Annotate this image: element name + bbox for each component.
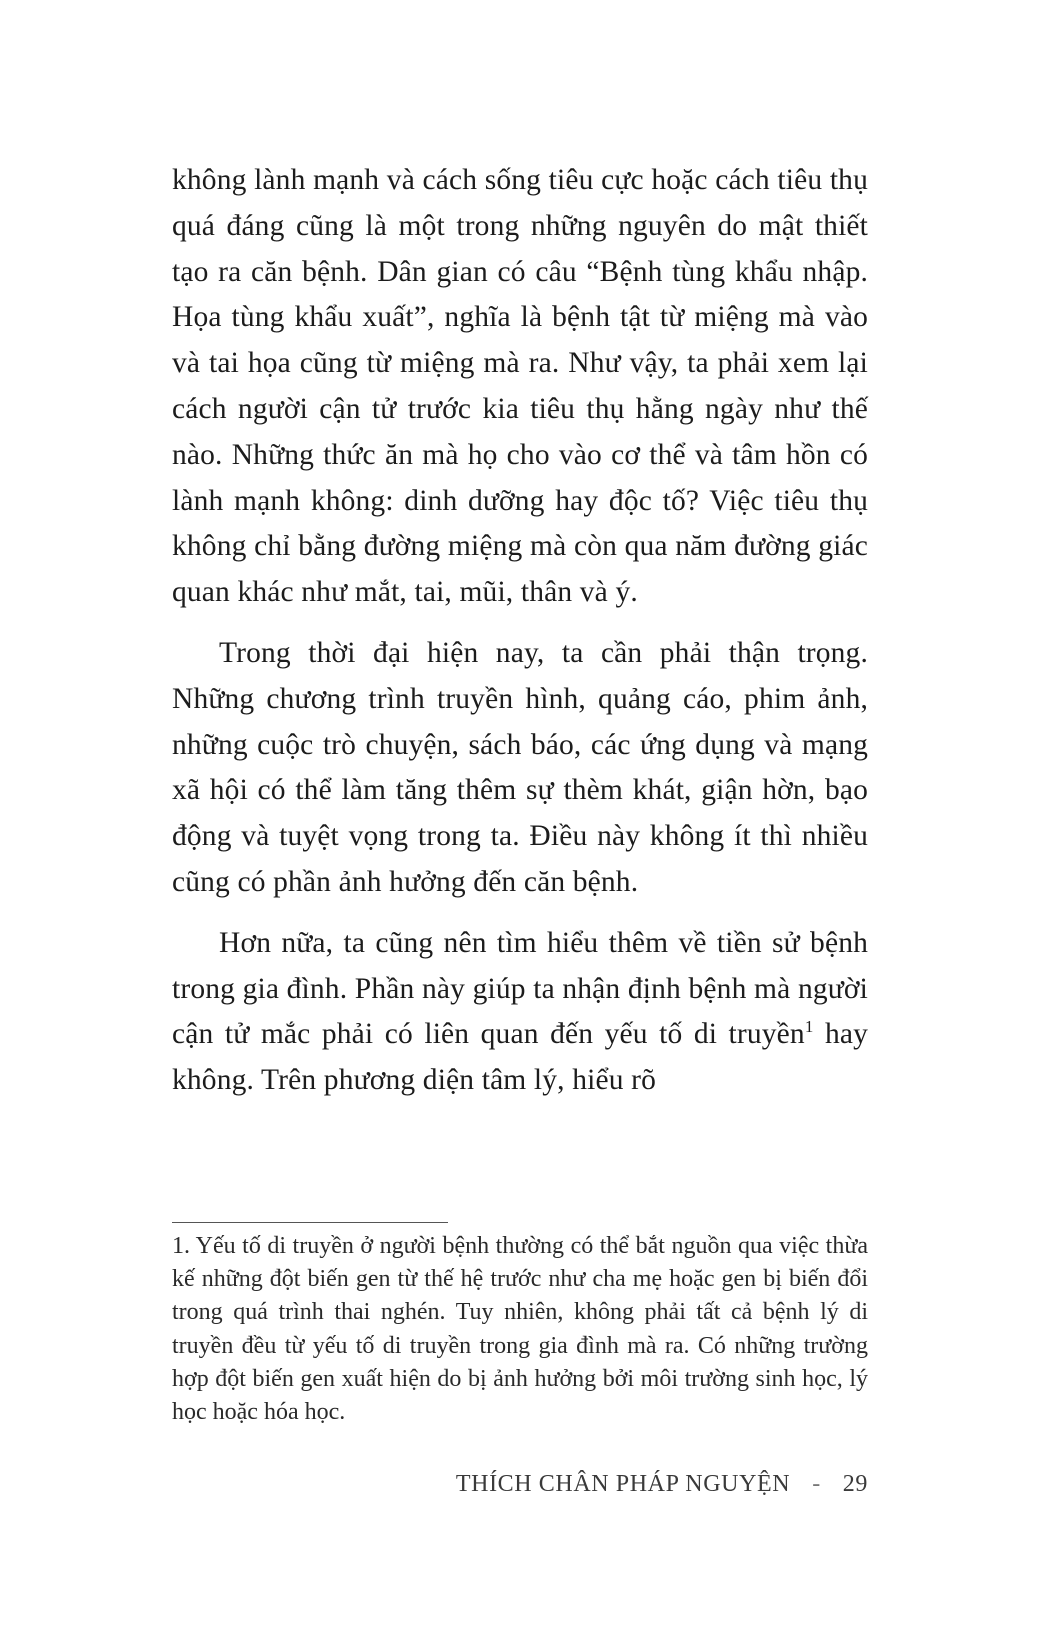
footnote-reference: 1	[804, 1017, 814, 1037]
footer-separator: -	[812, 1471, 821, 1497]
footnote-divider	[172, 1222, 448, 1223]
footnote: 1. Yếu tố di truyền ở người bệnh thường có thể bắt nguồn qua việc thừa kế những đột biến gen từ thế hệ trước như cha mẹ hoặc gen bị biến đổi trong quá trình thai nghén. Tuy nhiên, không phải tất cả bệnh lý di truyền đều từ yếu tố di truyền trong gia đình mà ra. Có những trường hợp đột biến gen xuất hiện do bị ảnh hưởng bởi môi trường sinh học, lý học hoặc hóa học.	[172, 1233, 868, 1426]
paragraph-3-text-end: hay không. Trên phương diện tâm lý, hiểu rõ	[172, 1018, 868, 1097]
page-footer	[456, 1471, 868, 1498]
paragraph-1: không lành mạnh và cách sống tiêu cực hoặc cách tiêu thụ quá đáng cũng là một trong những nguyên do mật thiết tạo ra căn bệnh. Dân gian có câu “Bệnh tùng khẩu nhập. Họa tùng khẩu xuất”, nghĩa là bệnh tật từ miệng mà vào và tai họa cũng từ miệng mà ra. Như vậy, ta phải xem lại cách người cận tử trước kia tiêu thụ hằng ngày như thế nào. Những thức ăn mà họ cho vào cơ thể và tâm hồn có lành mạnh không: dinh dưỡng hay độc tố? Việc tiêu thụ không chỉ bằng đường miệng mà còn qua năm đường giác quan khác như mắt, tai, mũi, thân và ý.	[172, 164, 868, 609]
paragraph-3-text-start: Hơn nữa, ta cũng nên tìm hiểu thêm về tiền sử bệnh trong gia đình. Phần này giúp ta nhận định bệnh mà người cận tử mắc phải có liên quan đến yếu tố di truyền	[172, 926, 868, 1051]
paragraph-2: Trong thời đại hiện nay, ta cần phải thận trọng. Những chương trình truyền hình, quảng cáo, phim ảnh, những cuộc trò chuyện, sách báo, các ứng dụng và mạng xã hội có thể làm tăng thêm sự thèm khát, giận hờn, bạo động và tuyệt vọng trong ta. Điều này không ít thì nhiều cũng có phần ảnh hưởng đến căn bệnh.	[172, 636, 868, 898]
paragraph-3	[172, 921, 868, 1104]
main-text	[172, 158, 868, 1104]
footer-author: THÍCH CHÂN PHÁP NGUYỆN	[455, 1471, 791, 1497]
page-number: 29	[842, 1471, 868, 1497]
